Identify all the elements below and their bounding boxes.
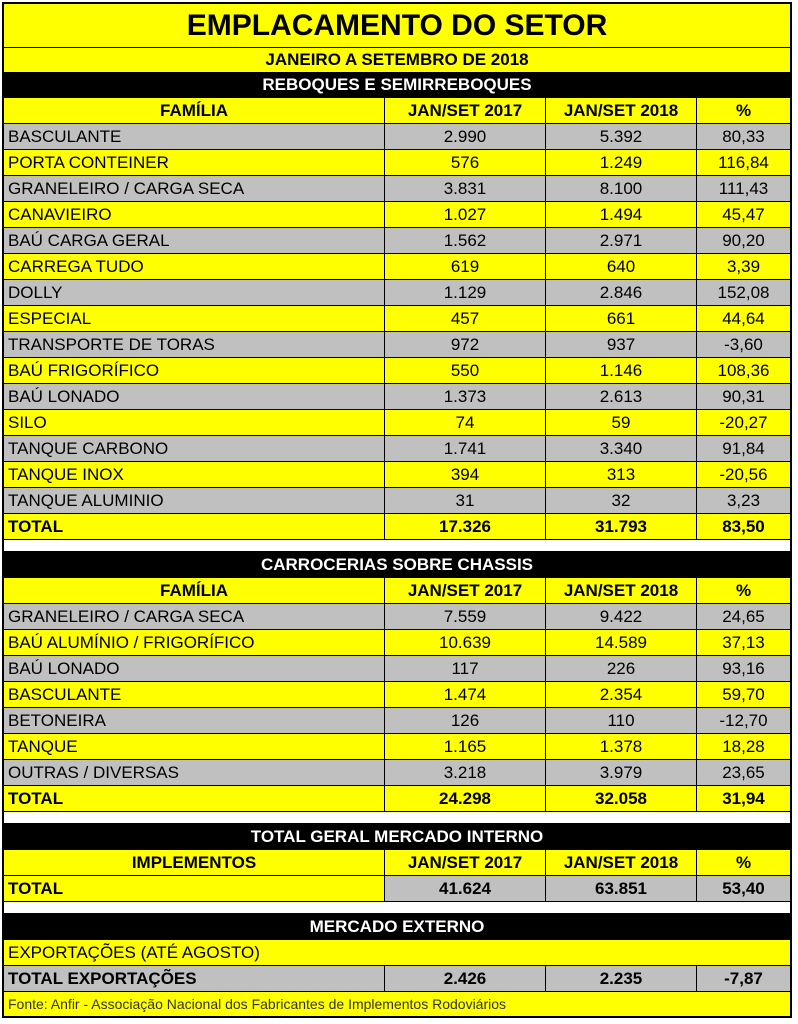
row-2017: 619 [385, 254, 546, 280]
header-2017: JAN/SET 2017 [385, 850, 546, 876]
row-name: BAÚ CARGA GERAL [4, 228, 385, 254]
row-2017: 2.990 [385, 124, 546, 150]
row-2018: 1.378 [546, 734, 697, 760]
row-name: BASCULANTE [4, 124, 385, 150]
total-2017: 41.624 [385, 876, 546, 902]
total-label: TOTAL [4, 876, 385, 902]
table-row [4, 306, 790, 332]
row-2018: 3.979 [546, 760, 697, 786]
header-implementos: IMPLEMENTOS [4, 850, 385, 876]
header-row-mercado-interno [4, 850, 790, 876]
table-row [4, 410, 790, 436]
row-pct: 45,47 [697, 202, 790, 228]
row-pct: -20,56 [697, 462, 790, 488]
row-2018: 1.146 [546, 358, 697, 384]
row-2018: 110 [546, 708, 697, 734]
spacer [4, 540, 790, 552]
row-2017: 1.165 [385, 734, 546, 760]
total-2017: 24.298 [385, 786, 546, 812]
row-2017: 394 [385, 462, 546, 488]
table-row [4, 150, 790, 176]
header-row-reboques [4, 98, 790, 124]
header-pct: % [697, 578, 790, 604]
table-row [4, 604, 790, 630]
table-row [4, 708, 790, 734]
row-pct: 91,84 [697, 436, 790, 462]
total-row-mercado-interno [4, 876, 790, 902]
row-pct: 80,33 [697, 124, 790, 150]
row-pct: 59,70 [697, 682, 790, 708]
row-2018: 2.354 [546, 682, 697, 708]
row-2017: 1.027 [385, 202, 546, 228]
row-2018: 8.100 [546, 176, 697, 202]
total-2018: 2.235 [546, 966, 697, 992]
total-label: TOTAL [4, 786, 385, 812]
row-name: BAÚ LONADO [4, 384, 385, 410]
row-2018: 14.589 [546, 630, 697, 656]
row-name: TRANSPORTE DE TORAS [4, 332, 385, 358]
row-name: BAÚ LONADO [4, 656, 385, 682]
row-2017: 1.373 [385, 384, 546, 410]
total-pct: 83,50 [697, 514, 790, 540]
row-name: ESPECIAL [4, 306, 385, 332]
row-2018: 226 [546, 656, 697, 682]
row-2017: 126 [385, 708, 546, 734]
section-title-reboques: REBOQUES E SEMIRREBOQUES [4, 72, 790, 98]
row-pct: 18,28 [697, 734, 790, 760]
row-2018: 2.846 [546, 280, 697, 306]
row-pct: 111,43 [697, 176, 790, 202]
row-pct: 90,20 [697, 228, 790, 254]
row-pct: 24,65 [697, 604, 790, 630]
row-name: TANQUE CARBONO [4, 436, 385, 462]
row-2017: 74 [385, 410, 546, 436]
row-2018: 1.494 [546, 202, 697, 228]
table-row [4, 124, 790, 150]
row-2017: 576 [385, 150, 546, 176]
row-2018: 640 [546, 254, 697, 280]
row-2018: 2.971 [546, 228, 697, 254]
header-2018: JAN/SET 2018 [546, 98, 697, 124]
table-row [4, 358, 790, 384]
row-2017: 972 [385, 332, 546, 358]
row-name: OUTRAS / DIVERSAS [4, 760, 385, 786]
table-row [4, 436, 790, 462]
header-pct: % [697, 850, 790, 876]
table-row [4, 332, 790, 358]
row-2017: 1.129 [385, 280, 546, 306]
row-2017: 457 [385, 306, 546, 332]
total-pct: 53,40 [697, 876, 790, 902]
row-name: TANQUE [4, 734, 385, 760]
table-row [4, 176, 790, 202]
row-2017: 550 [385, 358, 546, 384]
section-title-carrocerias: CARROCERIAS SOBRE CHASSIS [4, 552, 790, 578]
header-row-carrocerias [4, 578, 790, 604]
row-name: BASCULANTE [4, 682, 385, 708]
total-2018: 63.851 [546, 876, 697, 902]
row-2017: 1.562 [385, 228, 546, 254]
table-row [4, 228, 790, 254]
row-name: TANQUE INOX [4, 462, 385, 488]
source-note: Fonte: Anfir - Associação Nacional dos Fabricantes de Implementos Rodoviários [4, 992, 790, 1016]
exports-note: EXPORTAÇÕES (ATÉ AGOSTO) [4, 940, 790, 966]
emplacamento-table [2, 2, 792, 1018]
row-pct: -3,60 [697, 332, 790, 358]
row-pct: 44,64 [697, 306, 790, 332]
row-2018: 661 [546, 306, 697, 332]
row-name: CANAVIEIRO [4, 202, 385, 228]
row-2017: 1.741 [385, 436, 546, 462]
table-row [4, 656, 790, 682]
table-row [4, 384, 790, 410]
table-row [4, 202, 790, 228]
spacer [4, 902, 790, 914]
table-row [4, 488, 790, 514]
table-row [4, 630, 790, 656]
row-pct: 116,84 [697, 150, 790, 176]
total-2018: 31.793 [546, 514, 697, 540]
table-row [4, 254, 790, 280]
row-pct: 93,16 [697, 656, 790, 682]
row-2018: 313 [546, 462, 697, 488]
table-row [4, 280, 790, 306]
header-pct: % [697, 98, 790, 124]
table-row [4, 734, 790, 760]
row-2017: 1.474 [385, 682, 546, 708]
row-pct: 3,39 [697, 254, 790, 280]
row-2018: 3.340 [546, 436, 697, 462]
page-subtitle: JANEIRO A SETEMBRO DE 2018 [265, 50, 529, 69]
total-row-exportacoes [4, 966, 790, 992]
total-label: TOTAL [4, 514, 385, 540]
header-2017: JAN/SET 2017 [385, 98, 546, 124]
row-2017: 31 [385, 488, 546, 514]
total-2017: 2.426 [385, 966, 546, 992]
row-name: TANQUE ALUMINIO [4, 488, 385, 514]
row-name: DOLLY [4, 280, 385, 306]
row-2018: 5.392 [546, 124, 697, 150]
row-2017: 3.831 [385, 176, 546, 202]
row-name: BAÚ FRIGORÍFICO [4, 358, 385, 384]
page-title: EMPLACAMENTO DO SETOR [4, 4, 790, 48]
row-pct: -20,27 [697, 410, 790, 436]
header-2018: JAN/SET 2018 [546, 850, 697, 876]
row-name: BETONEIRA [4, 708, 385, 734]
row-2018: 59 [546, 410, 697, 436]
table-row [4, 682, 790, 708]
table-row [4, 760, 790, 786]
row-name: GRANELEIRO / CARGA SECA [4, 604, 385, 630]
row-2018: 32 [546, 488, 697, 514]
total-row-reboques [4, 514, 790, 540]
header-2017: JAN/SET 2017 [385, 578, 546, 604]
row-pct: 37,13 [697, 630, 790, 656]
row-name: PORTA CONTEINER [4, 150, 385, 176]
row-2018: 1.249 [546, 150, 697, 176]
total-row-carrocerias [4, 786, 790, 812]
total-label: TOTAL EXPORTAÇÕES [4, 966, 385, 992]
row-2017: 10.639 [385, 630, 546, 656]
row-2018: 9.422 [546, 604, 697, 630]
row-pct: 23,65 [697, 760, 790, 786]
total-2017: 17.326 [385, 514, 546, 540]
row-name: SILO [4, 410, 385, 436]
header-2018: JAN/SET 2018 [546, 578, 697, 604]
table-row [4, 462, 790, 488]
total-pct: -7,87 [697, 966, 790, 992]
spacer [4, 812, 790, 824]
row-2017: 3.218 [385, 760, 546, 786]
row-pct: 108,36 [697, 358, 790, 384]
row-2018: 937 [546, 332, 697, 358]
row-2018: 2.613 [546, 384, 697, 410]
section-title-mercado-externo: MERCADO EXTERNO [4, 914, 790, 940]
row-pct: 152,08 [697, 280, 790, 306]
total-pct: 31,94 [697, 786, 790, 812]
row-name: BAÚ ALUMÍNIO / FRIGORÍFICO [4, 630, 385, 656]
section-title-mercado-interno: TOTAL GERAL MERCADO INTERNO [4, 824, 790, 850]
row-pct: -12,70 [697, 708, 790, 734]
header-familia: FAMÍLIA [4, 578, 385, 604]
header-familia: FAMÍLIA [4, 98, 385, 124]
row-name: CARREGA TUDO [4, 254, 385, 280]
row-2017: 7.559 [385, 604, 546, 630]
row-2017: 117 [385, 656, 546, 682]
row-pct: 90,31 [697, 384, 790, 410]
row-name: GRANELEIRO / CARGA SECA [4, 176, 385, 202]
row-pct: 3,23 [697, 488, 790, 514]
total-2018: 32.058 [546, 786, 697, 812]
